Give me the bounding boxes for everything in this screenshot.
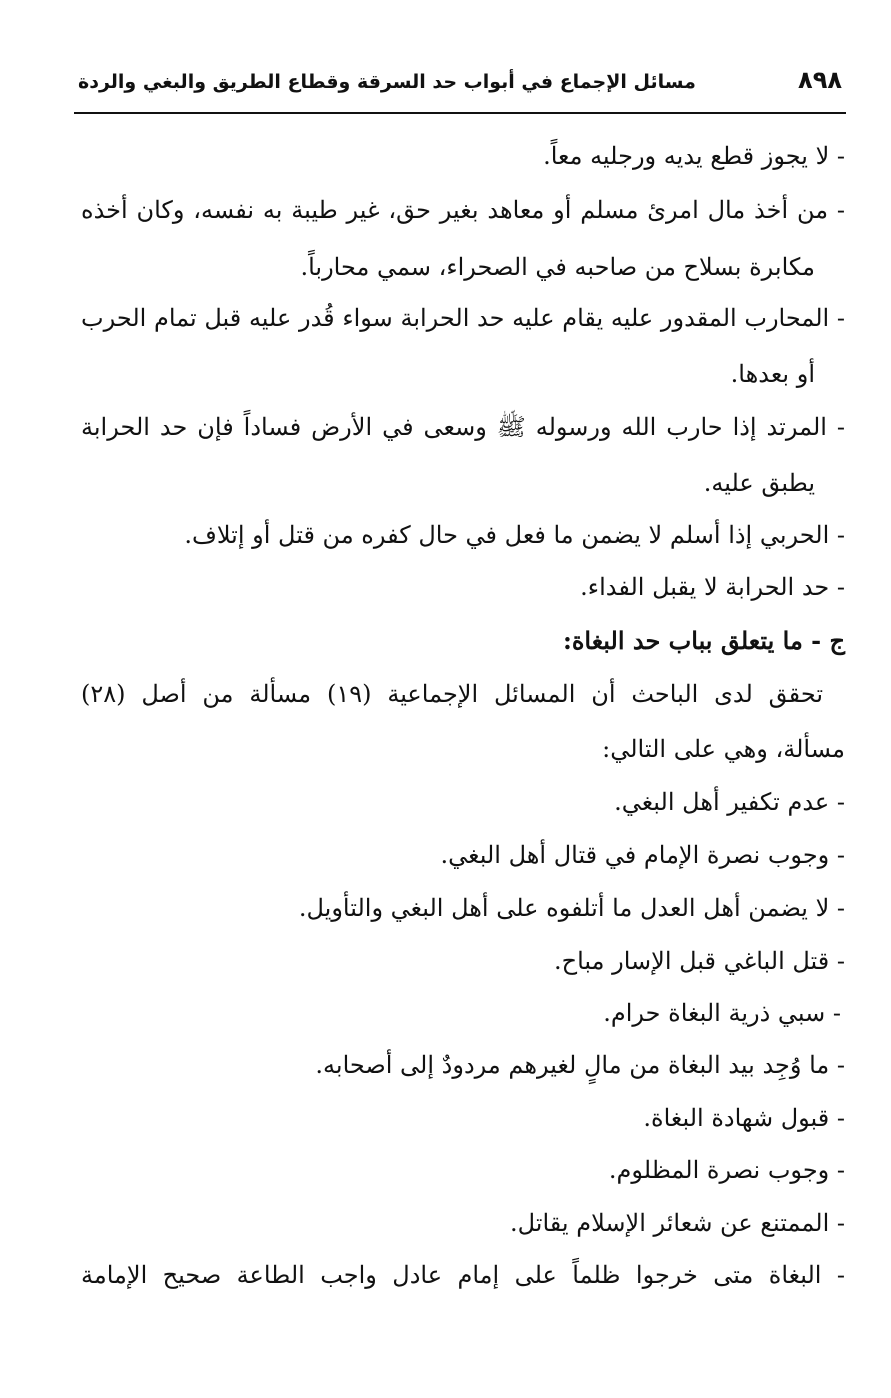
list-item: - عدم تكفير أهل البغي. [614, 788, 845, 816]
list-item: - قبول شهادة البغاة. [643, 1104, 845, 1132]
list-item: - البغاة متى خرجوا ظلماً على إمام عادل واجب الطاعة صحيح الإمامة [81, 1261, 845, 1289]
list-item: - ما وُجِد بيد البغاة من مالٍ لغيرهم مردودٌ إلى أصحابه. [315, 1051, 845, 1079]
section-heading: ج - ما يتعلق بباب حد البغاة: [562, 626, 845, 655]
list-item: - وجوب نصرة الإمام في قتال أهل البغي. [440, 841, 845, 869]
page-header [78, 66, 842, 106]
running-title: مسائل الإجماع في أبواب حد السرقة وقطاع الطريق والبغي والردة [78, 71, 696, 93]
list-item: - وجوب نصرة المظلوم. [608, 1156, 845, 1184]
page-number: ٨٩٨ [798, 66, 842, 94]
header-rule [74, 112, 846, 114]
text-line: - حد الحرابة لا يقبل الفداء. [580, 573, 845, 601]
list-item: - قتل الباغي قبل الإسار مباح. [553, 947, 845, 975]
list-item: - سبي ذرية البغاة حرام. [603, 999, 841, 1027]
text-line: - الحربي إذا أسلم لا يضمن ما فعل في حال كفره من قتل أو إتلاف. [184, 521, 845, 549]
text-line: أو بعدها. [730, 360, 815, 388]
text-line: - المحارب المقدور عليه يقام عليه حد الحرابة سواء قُدر عليه قبل تمام الحرب [81, 304, 845, 332]
text-line: - من أخذ مال امرئ مسلم أو معاهد بغير حق، غير طيبة به نفسه، وكان أخذه [81, 196, 845, 224]
text-line: مكابرة بسلاح من صاحبه في الصحراء، سمي محارباً. [300, 253, 815, 281]
text-line: - المرتد إذا حارب الله ورسوله ﷺ وسعى في الأرض فساداً فإن حد الحرابة [81, 413, 845, 441]
text-line: - لا يجوز قطع يديه ورجليه معاً. [543, 142, 845, 170]
list-item: - الممتنع عن شعائر الإسلام يقاتل. [509, 1209, 845, 1237]
text-line: مسألة، وهي على التالي: [602, 735, 845, 763]
text-line: يطبق عليه. [703, 469, 815, 497]
text-line: تحقق لدى الباحث أن المسائل الإجماعية (١٩) مسألة من أصل (٢٨) [81, 680, 823, 708]
list-item: - لا يضمن أهل العدل ما أتلفوه على أهل البغي والتأويل. [298, 894, 845, 922]
